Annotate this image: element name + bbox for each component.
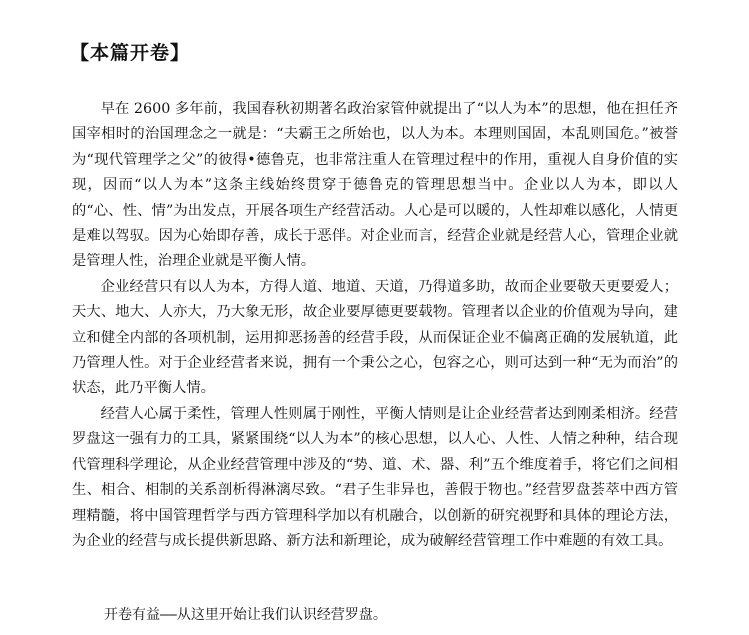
paragraph-1: 早在 2600 多年前，我国春秋初期著名政治家管仲就提出了“以人为本”的思想，他在担任齐国宰相时的治国理念之一就是：“夫霸王之所始也，以人为本。本理则国固，本乱则国危。”被誉为“现代管理学之父”的彼得•德鲁克，也非常注重人在管理过程中的作用，重视人自身价值的实现，因而“以人为本”这条主线始终贯穿于德鲁克的管理思想当中。企业以人为本，即以人的“心、性、情”为出发点，开展各项生产经营活动。人心是可以暖的，人性却难以感化，人情更是难以驾驭。因为心始即存善，成长于恶伴。对企业而言，经营企业就是经营人心，管理企业就是管理人性，治理企业就是平衡人情。 [72,101,678,270]
paragraph-3: 经营人心属于柔性，管理人性则属于刚性，平衡人情则是让企业经营者达到刚柔相济。经营罗盘这一强有力的工具，紧紧围绕“以人为本”的核心思想，以人心、人性、人情之种种，结合现代管理科学理论，从企业经营管理中涉及的“势、道、术、器、利”五个维度着手，将它们之间相生、相合、相制的关系剖析得淋漓尽致。“君子生非异也，善假于物也。”经营罗盘荟萃中西方管理精髓，将中国管理哲学与西方管理科学加以有机融合，以创新的研究视野和具体的理论方法，为企业的经营与成长提供新思路、新方法和新理论，成为破解经营管理工作中难题的有效工具。 [72,405,678,549]
paragraph-2: 企业经营只有以人为本，方得人道、地道、天道，乃得道多助，故而企业要敬天更要爱人；天大、地大、人亦大，乃大象无形，故企业要厚德更要载物。管理者以企业的价值观为导向，建立和健全内部的各项机制，运用抑恶扬善的经营手段，从而保证企业不偏离正确的发展轨道，此乃管理人性。对于企业经营者来说，拥有一个秉公之心，包容之心，则可达到一种“无为而治”的状态，此乃平衡人情。 [72,278,678,397]
body-text [72,97,678,554]
section-heading: 【本篇开卷】 [70,42,191,64]
closing-line: 开卷有益——从这里开始让我们认识经营罗盘。 [104,607,387,623]
